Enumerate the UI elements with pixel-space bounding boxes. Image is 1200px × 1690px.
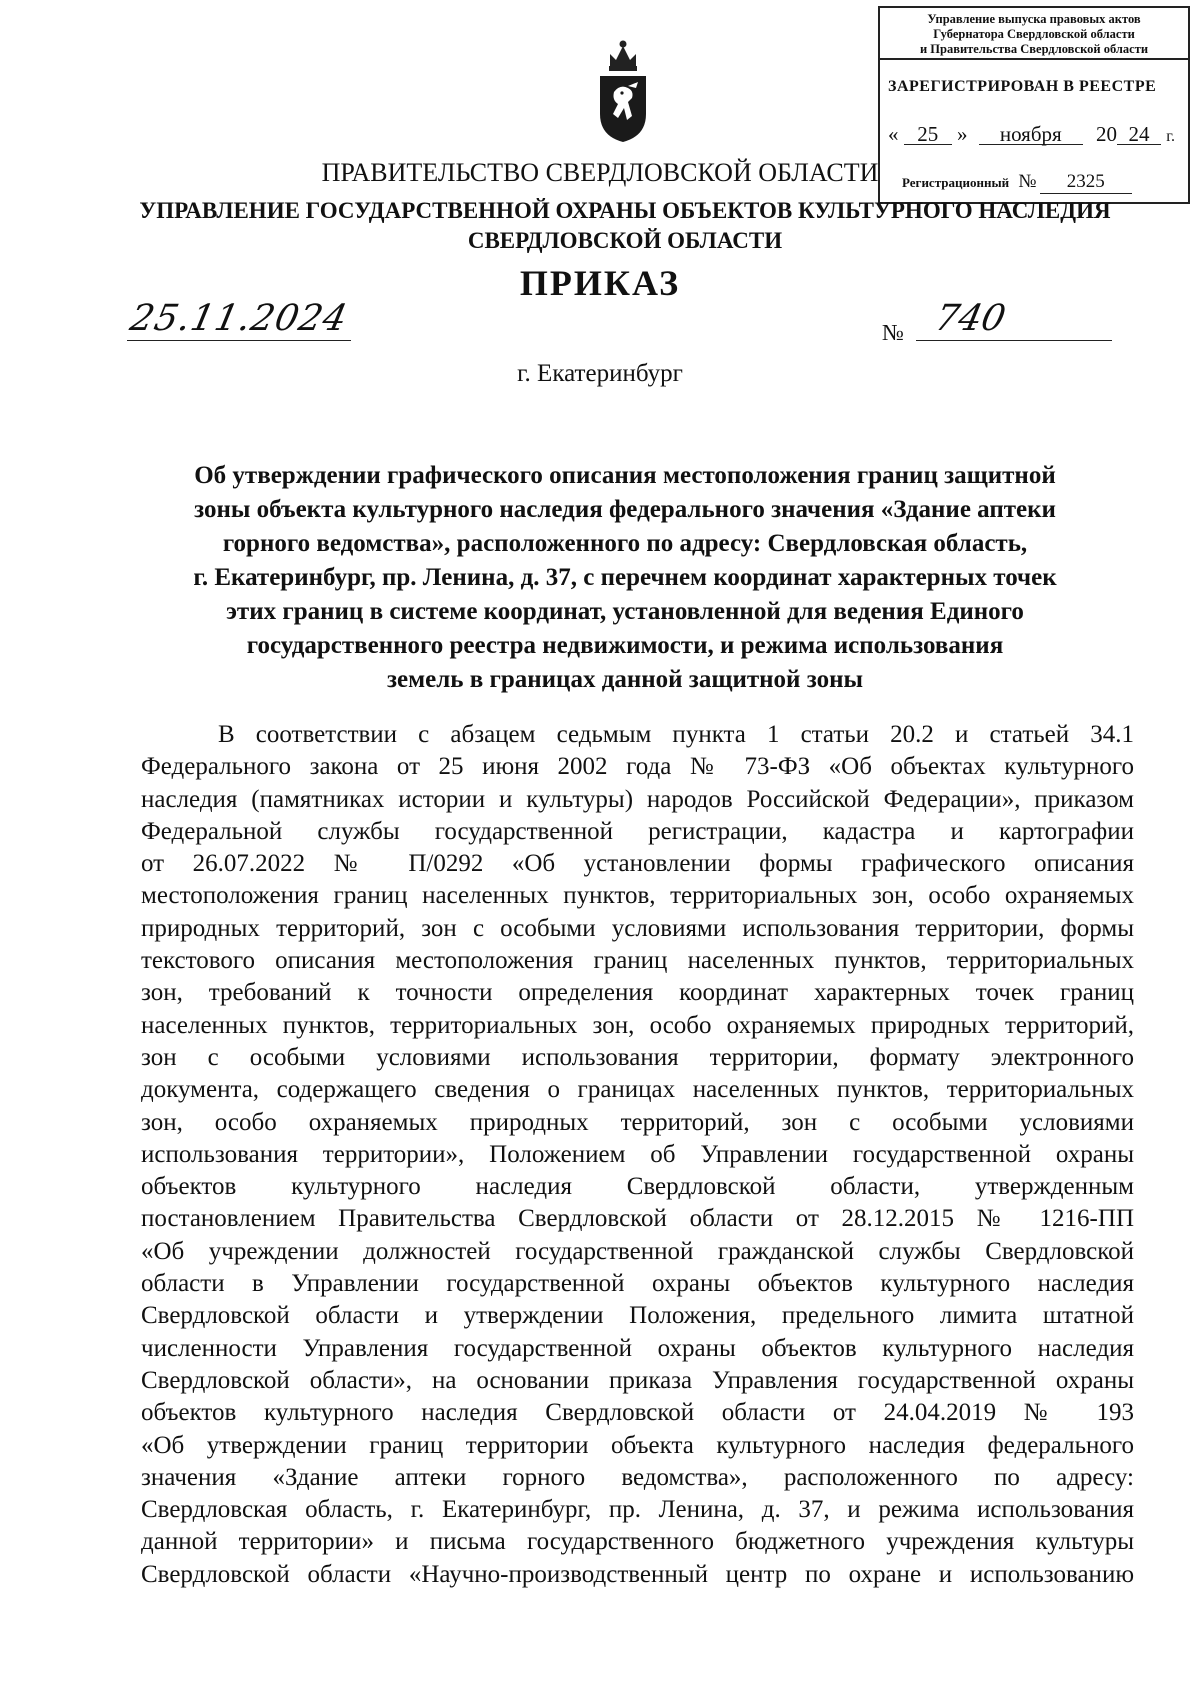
stamp-reg-label: Регистрационный <box>902 175 1010 190</box>
body-line: зон с особыми условиями использования территории, формату электронного <box>141 1043 1134 1071</box>
body-line: значения «Здание аптеки горного ведомства», расположенного по адресу: <box>141 1463 1134 1491</box>
body-line: зон, особо охраняемых природных территорий, зон с особыми условиями <box>141 1108 1134 1136</box>
stamp-close-quote: » <box>957 122 968 146</box>
body-line: населенных пунктов, территориальных зон, особо охраняемых природных территорий, <box>141 1011 1134 1039</box>
body-line: Свердловской области и утверждении Положения, предельного лимита штатной <box>141 1302 1134 1330</box>
department-name-line: УПРАВЛЕНИЕ ГОСУДАРСТВЕННОЙ ОХРАНЫ ОБЪЕКТОВ КУЛЬТУРНОГО НАСЛЕДИЯ <box>139 198 1111 223</box>
body-line: В соответствии с абзацем седьмым пункта 1 статьи 20.2 и статьей 34.1 <box>218 721 1134 748</box>
government-name: ПРАВИТЕЛЬСТВО СВЕРДЛОВСКОЙ ОБЛАСТИ <box>321 158 879 187</box>
department-name-line: СВЕРДЛОВСКОЙ ОБЛАСТИ <box>467 228 783 253</box>
body-line: документа, содержащего сведения о границах населенных пунктов, территориальных <box>141 1076 1134 1104</box>
subject-line: горного ведомства», расположенного по адресу: Свердловская область, <box>222 530 1028 557</box>
body-line: Свердловской области», на основании приказа Управления государственной охраны <box>141 1366 1134 1394</box>
department-name <box>90 196 1160 256</box>
order-date-field <box>127 298 351 341</box>
stamp-day: 25 <box>904 124 952 145</box>
body-line: численности Управления государственной охраны объектов культурного наследия <box>141 1334 1134 1362</box>
subject-line: земель в границах данной защитной зоны <box>386 666 864 693</box>
stamp-registered-label: ЗАРЕГИСТРИРОВАН В РЕЕСТРЕ <box>888 78 1157 95</box>
order-number-field <box>916 298 1112 341</box>
stamp-date <box>888 122 1175 147</box>
order-date-handwritten: 25.11.2024 <box>126 298 352 339</box>
body-line: Свердловской области «Научно-производственный центр по охране и использованию <box>141 1560 1134 1588</box>
stamp-header-line: и Правительства Свердловской области <box>919 42 1149 56</box>
body-line: от 26.07.2022 № П/0292 «Об установлении формы графического описания <box>141 850 1134 878</box>
stamp-year-prefix: 20 <box>1096 122 1117 146</box>
body-line: постановлением Правительства Свердловской области от 28.12.2015 № 1216-ПП <box>141 1205 1134 1233</box>
order-body <box>141 719 1134 1591</box>
order-number-handwritten: 740 <box>931 298 1010 339</box>
city: г. Екатеринбург <box>517 360 683 387</box>
subject-line: государственного реестра недвижимости, и режима использования <box>246 632 1004 659</box>
stamp-header-line: Губернатора Свердловской области <box>933 27 1135 41</box>
body-line: природных территорий, зон с особыми условиями использования территории, формы <box>141 914 1134 942</box>
stamp-year-abbr: г. <box>1166 128 1176 145</box>
body-line: Свердловская область, г. Екатеринбург, пр. Ленина, д. 37, и режима использования <box>141 1496 1134 1524</box>
stamp-open-quote: « <box>888 122 899 146</box>
body-line: «Об учреждении должностей государственной гражданской службы Свердловской <box>141 1237 1134 1265</box>
body-line: Федерального закона от 25 июня 2002 года № 73-ФЗ «Об объектах культурного <box>141 753 1134 781</box>
coat-of-arms-icon <box>594 36 652 144</box>
body-line: наследия (памятниках истории и культуры) народов Российской Федерации», приказом <box>141 785 1134 813</box>
stamp-month: ноября <box>979 124 1083 145</box>
document-type-title: ПРИКАЗ <box>519 263 681 303</box>
subject-line: этих границ в системе координат, установленной для ведения Единого <box>226 598 1024 625</box>
stamp-num-sign: № <box>1018 171 1037 192</box>
body-line: «Об утверждении границ территории объекта культурного наследия федерального <box>141 1431 1134 1459</box>
body-line: данной территории» и письма государственного бюджетного учреждения культуры <box>141 1528 1134 1556</box>
body-line: местоположения границ населенных пунктов, территориальных зон, особо охраняемых <box>141 882 1134 910</box>
subject-line: зоны объекта культурного наследия федерального значения «Здание аптеки <box>194 496 1056 523</box>
subject-line: г. Екатеринбург, пр. Ленина, д. 37, с перечнем координат характерных точек <box>193 564 1057 591</box>
body-line: текстового описания местоположения границ населенных пунктов, территориальных <box>141 947 1134 975</box>
body-line: Федеральной службы государственной регистрации, кадастра и картографии <box>141 817 1134 845</box>
stamp-header-line: Управление выпуска правовых актов <box>927 12 1141 26</box>
order-number-label: № <box>882 320 904 345</box>
body-line: использования территории», Положением об Управлении государственной охраны <box>141 1140 1134 1168</box>
stamp-reg-value: 2325 <box>1040 171 1132 194</box>
body-line: объектов культурного наследия Свердловской области от 24.04.2019 № 193 <box>141 1399 1134 1427</box>
order-subject <box>140 459 1110 697</box>
body-line: объектов культурного наследия Свердловской области, утвержденным <box>141 1173 1134 1201</box>
body-line: зон, требований к точности определения координат характерных точек границ <box>141 979 1134 1007</box>
stamp-header <box>880 8 1188 60</box>
subject-line: Об утверждении графического описания местоположения границ защитной <box>194 462 1056 489</box>
body-line: области в Управлении государственной охраны объектов культурного наследия <box>141 1270 1134 1298</box>
stamp-year-suffix: 24 <box>1117 124 1161 145</box>
